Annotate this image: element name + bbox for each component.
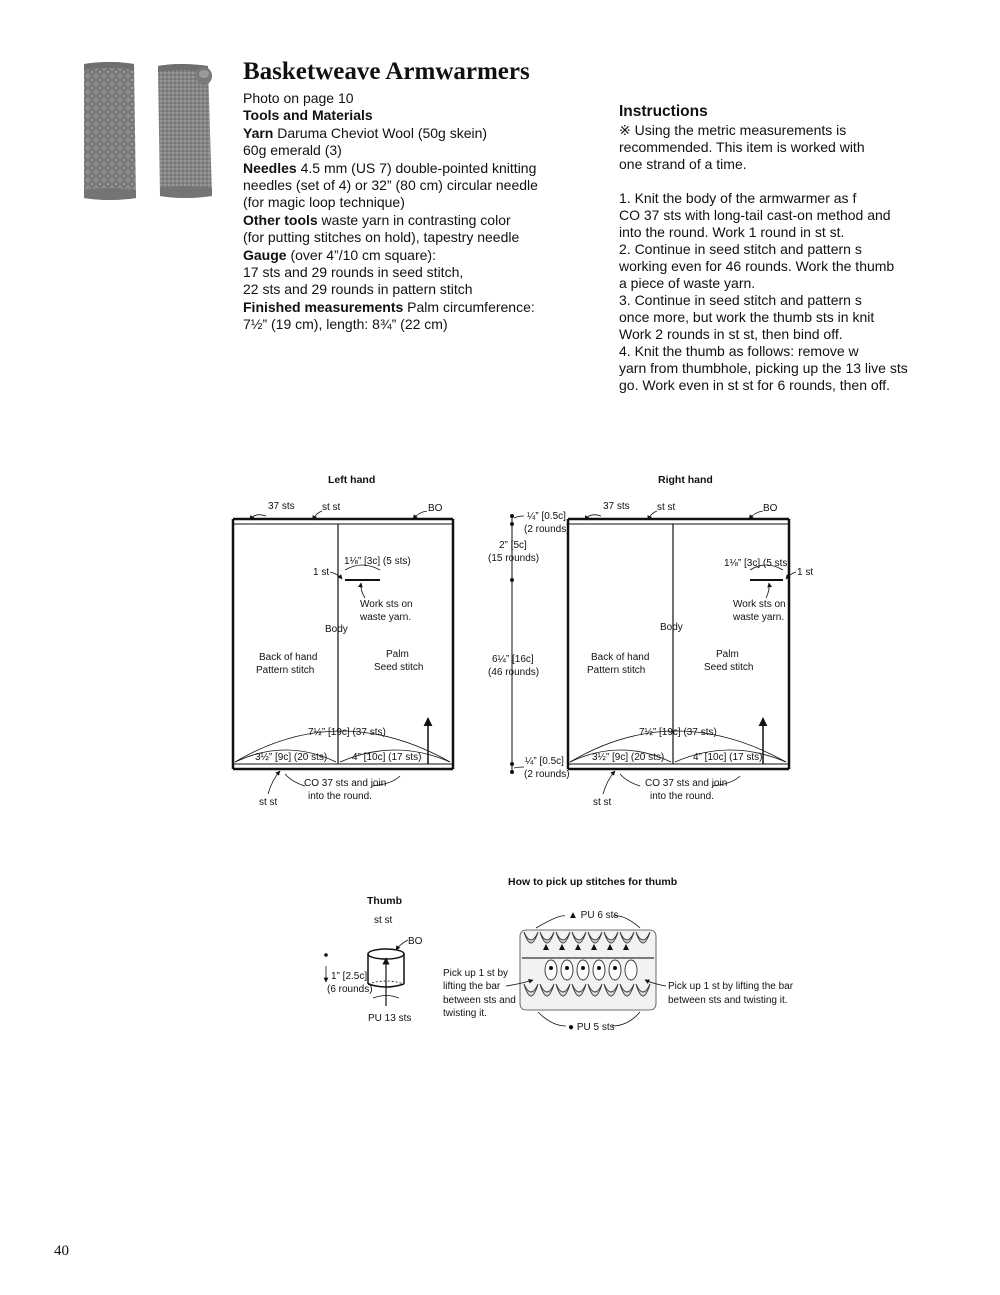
step-2-line: working even for 46 rounds. Work the thumb bbox=[619, 258, 895, 274]
left-stst-bottom-label: st st bbox=[259, 797, 278, 808]
yarn-line-2: 60g emerald (3) bbox=[243, 142, 342, 159]
pickup-title: How to pick up stitches for thumb bbox=[508, 876, 678, 888]
right-circ-label: 7½” [19c] (37 sts) bbox=[639, 727, 717, 738]
right-dim-bottom-label: ¼” [0.5c] bbox=[525, 756, 564, 767]
right-dim-main-label: (46 rounds) bbox=[488, 667, 540, 678]
needles-line-2: needles (set of 4) or 32” (80 cm) circular needle bbox=[243, 177, 538, 194]
pickup-pu6-label: ▲ PU 6 sts bbox=[568, 910, 619, 921]
thumb-pu-label: PU 13 sts bbox=[368, 1013, 412, 1024]
left-palm-width-label: 4” [10c] (17 sts) bbox=[352, 752, 422, 763]
thumb-diagram bbox=[324, 895, 422, 1024]
step-1-line: CO 37 sts with long-tail cast-on method and bbox=[619, 207, 891, 223]
photo-ref: Photo on page 10 bbox=[243, 90, 354, 106]
right-back-label: Back of hand bbox=[591, 652, 650, 663]
right-hand-title: Right hand bbox=[658, 474, 713, 486]
right-co-label: CO 37 sts and join bbox=[645, 778, 728, 789]
right-palm-label: Palm bbox=[716, 649, 739, 660]
gauge-line-3: 22 sts and 29 rounds in pattern stitch bbox=[243, 281, 473, 298]
pickup-right-note: Pick up 1 st by lifting the bar bbox=[668, 981, 794, 992]
right-dim-main-label: 6¼” [16c] bbox=[492, 654, 534, 665]
pickup-right-note: between sts and twisting it. bbox=[668, 995, 788, 1006]
pickup-left-note: twisting it. bbox=[443, 1008, 487, 1019]
thumb-stst-label: st st bbox=[374, 915, 393, 926]
right-hand-diagram bbox=[488, 474, 813, 808]
pickup-diagram bbox=[443, 876, 794, 1033]
finished-line: Finished measurements Palm circumference: bbox=[243, 298, 535, 315]
left-body-label: Body bbox=[325, 624, 348, 635]
step-2-line: 2. Continue in seed stitch and pattern s bbox=[619, 241, 862, 257]
other-tools-line-2: (for putting stitches on hold), tapestry needle bbox=[243, 229, 520, 246]
gauge-line-2: 17 sts and 29 rounds in seed stitch, bbox=[243, 264, 464, 281]
note-line: recommended. This item is worked with bbox=[619, 139, 865, 155]
step-2-line: a piece of waste yarn. bbox=[619, 275, 756, 291]
needles-line: Needles 4.5 mm (US 7) double-pointed knitting bbox=[243, 159, 537, 176]
left-bo-label: BO bbox=[428, 503, 443, 514]
pickup-left-note: lifting the bar bbox=[443, 981, 501, 992]
right-1st-label: 1 st bbox=[797, 567, 814, 578]
right-bo-label: BO bbox=[763, 503, 778, 514]
right-37sts-label: 37 sts bbox=[603, 501, 630, 512]
right-stst-top-label: st st bbox=[657, 502, 676, 513]
right-dim-top-label: (2 rounds) bbox=[524, 524, 570, 535]
note-line: ※ Using the metric measurements is bbox=[619, 122, 847, 138]
right-stst-bottom-label: st st bbox=[593, 797, 612, 808]
left-co-label: into the round. bbox=[308, 791, 372, 802]
right-waste-label: waste yarn. bbox=[733, 612, 785, 623]
left-stst-top-label: st st bbox=[322, 502, 341, 513]
step-4-line: 4. Knit the thumb as follows: remove w bbox=[619, 343, 859, 359]
left-co-label: CO 37 sts and join bbox=[304, 778, 387, 789]
right-body-label: Body bbox=[660, 622, 683, 633]
left-palm-label: Seed stitch bbox=[374, 662, 424, 673]
thumb-bo-label: BO bbox=[408, 936, 423, 947]
left-1st-label: 1 st bbox=[313, 567, 330, 578]
step-1-line: 1. Knit the body of the armwarmer as f bbox=[619, 190, 857, 206]
note-line: one strand of a time. bbox=[619, 156, 747, 172]
pickup-left-note: Pick up 1 st by bbox=[443, 968, 509, 979]
right-palm-label: Seed stitch bbox=[704, 662, 754, 673]
needles-line-3: (for magic loop technique) bbox=[243, 194, 405, 211]
right-back-width-label: 3½” [9c] (20 sts) bbox=[592, 752, 665, 763]
step-4-line: go. Work even in st st for 6 rounds, then off. bbox=[619, 377, 891, 393]
page-title: Basketweave Armwarmers bbox=[243, 58, 530, 85]
right-co-label: into the round. bbox=[650, 791, 714, 802]
left-palm-label: Palm bbox=[386, 649, 409, 660]
right-palm-width-label: 4” [10c] (17 sts) bbox=[693, 752, 763, 763]
pickup-left-note: between sts and bbox=[443, 995, 516, 1006]
right-dim-top-label: ¼” [0.5c] bbox=[527, 511, 566, 522]
left-circ-label: 7½” [19c] (37 sts) bbox=[308, 727, 386, 738]
right-dim-bottom-label: (2 rounds) bbox=[524, 769, 570, 780]
left-waste-label: Work sts on bbox=[360, 599, 413, 610]
step-3-line: once more, but work the thumb sts in knit bbox=[619, 309, 875, 325]
left-back-width-label: 3½” [9c] (20 sts) bbox=[255, 752, 328, 763]
right-waste-label: Work sts on bbox=[733, 599, 786, 610]
thumb-title: Thumb bbox=[367, 895, 402, 907]
thumb-dim-label: (6 rounds) bbox=[327, 984, 373, 995]
left-37sts-label: 37 sts bbox=[268, 501, 295, 512]
right-dim-2in-label: 2” [5c] bbox=[499, 540, 527, 551]
right-thumb-width-label: 1⅛” [3c] (5 sts) bbox=[724, 558, 791, 569]
left-thumb-width-label: 1⅛” [3c] (5 sts) bbox=[344, 556, 411, 567]
left-back-label: Back of hand bbox=[259, 652, 318, 663]
materials-heading: Tools and Materials bbox=[243, 107, 373, 124]
knit-stitch-texture bbox=[520, 930, 656, 1010]
pickup-pu5-label: ● PU 5 sts bbox=[568, 1022, 615, 1033]
step-3-line: 3. Continue in seed stitch and pattern s bbox=[619, 292, 862, 308]
left-hand-title: Left hand bbox=[328, 474, 376, 486]
step-4-line: yarn from thumbhole, picking up the 13 live sts bbox=[619, 360, 908, 376]
step-3-line: Work 2 rounds in st st, then bind off. bbox=[619, 326, 843, 342]
right-dim-2in-label: (15 rounds) bbox=[488, 553, 540, 564]
gauge-line: Gauge (over 4”/10 cm square): bbox=[243, 246, 436, 263]
thumb-dim-label: 1” [2.5c] bbox=[331, 971, 368, 982]
left-hand-diagram bbox=[233, 474, 453, 808]
step-1-line: into the round. Work 1 round in st st. bbox=[619, 224, 845, 240]
finished-line-2: 7½” (19 cm), length: 8¾” (22 cm) bbox=[243, 316, 448, 333]
left-back-label: Pattern stitch bbox=[256, 665, 315, 676]
right-back-label: Pattern stitch bbox=[587, 665, 646, 676]
page-number: 40 bbox=[54, 1243, 69, 1259]
yarn-line: Yarn Daruma Cheviot Wool (50g skein) bbox=[243, 124, 488, 141]
left-waste-label: waste yarn. bbox=[360, 612, 412, 623]
other-tools-line: Other tools waste yarn in contrasting color bbox=[243, 211, 511, 228]
instructions-heading: Instructions bbox=[619, 103, 708, 120]
